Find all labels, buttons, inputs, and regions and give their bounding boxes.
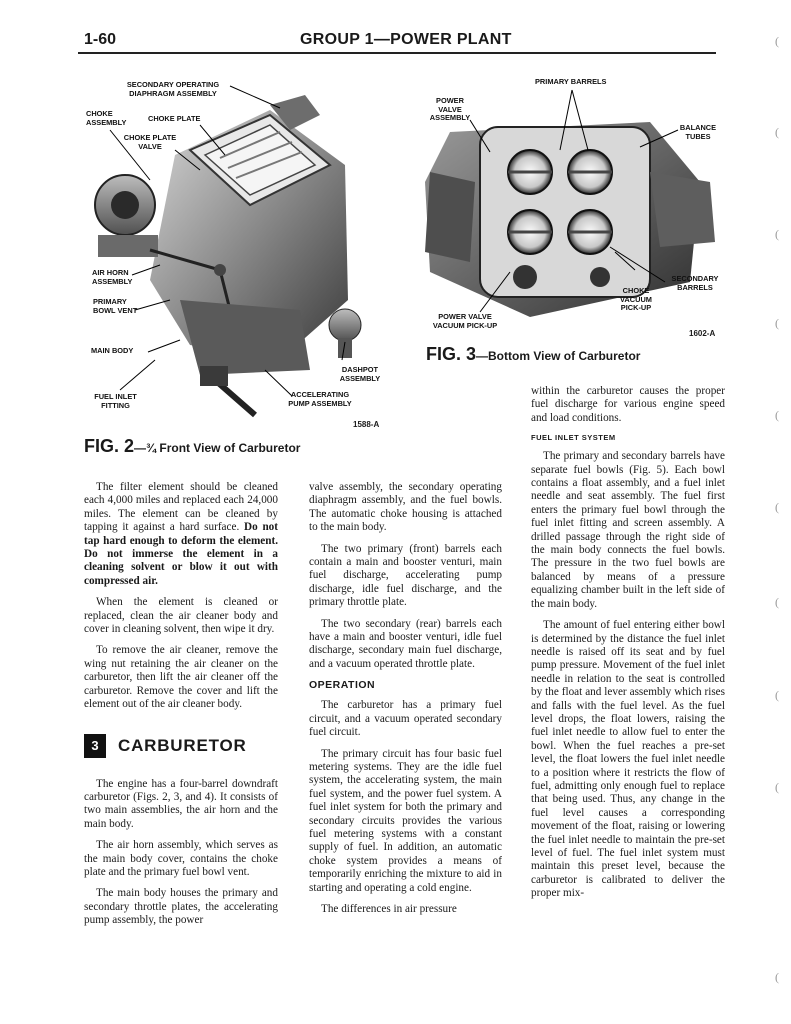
- subheading-operation: OPERATION: [309, 679, 376, 692]
- margin-mark: (: [775, 780, 779, 794]
- label-dashpot: DASHPOT ASSEMBLY: [339, 365, 381, 383]
- paragraph: The main body houses the primary and secondary throttle plates, the accelerating pump assembly, the power: [84, 887, 278, 927]
- label-fuel-inlet: FUEL INLET FITTING: [94, 392, 137, 410]
- label-power-valve-vacuum: POWER VALVE VACUUM PICK-UP: [432, 312, 498, 330]
- label-primary-barrels: PRIMARY BARRELS: [535, 77, 607, 86]
- label-secondary-barrels: SECONDARY BARRELS: [671, 274, 719, 292]
- text-column-3: [531, 385, 725, 909]
- header-rule: [78, 52, 716, 54]
- margin-mark: (: [775, 688, 779, 702]
- margin-mark: (: [775, 316, 779, 330]
- margin-mark: (: [775, 227, 779, 241]
- margin-mark: (: [775, 500, 779, 514]
- label-accelerating-pump: ACCELERATING PUMP ASSEMBLY: [288, 390, 352, 408]
- paragraph: The amount of fuel entering either bowl is determined by the distance the fuel inlet needle is raised off its seat and by fuel pump pressure. Movement of the fuel inlet needle in relation to the seat is controlled by the float and lever assembly which rises and falls with the fuel level. As the fuel level drops, the float lowers, raising the fuel inlet needle to allow fuel to enter the bowl. When the fuel reaches a pre-set level, the float lowers the fuel inlet needle to a position where it restricts the flow of fuel, admitting only enough fuel to replace that being used. Thus, any change in the fuel level causes a corresponding movement of the float, raising or lowering the fuel inlet needle to maintain the pre-set level of fuel. The fuel inlet system must maintain this preset level, because the carburetor is calibrated to deliver the proper mix-: [531, 619, 725, 900]
- fig2-caption-number: FIG. 2: [84, 436, 135, 456]
- fig2-id: 1588-A: [353, 420, 380, 429]
- paragraph: valve assembly, the secondary operating diaphragm assembly, and the fuel bowls. The automatic choke housing is attached to the main body.: [309, 481, 502, 534]
- paragraph: The primary and secondary barrels have separate fuel bowls (Fig. 5). Each bowl contains a float assembly, and a fuel inlet needle and seat assembly. The fuel first enters the primary fuel bowl through the fuel inlet fitting and screen assembly. A drilled passage through the right side of the main body connects the fuel bowls. The pressure in the two fuel bowls are balanced by means of a pressure equalizing chamber built in the left side of the main body.: [531, 450, 725, 610]
- margin-mark: (: [775, 595, 779, 609]
- fig3-caption-text: —Bottom View of Carburetor: [476, 349, 641, 363]
- fig2-caption-text: —¾ Front View of Carburetor: [134, 441, 301, 455]
- label-choke-plate-valve: CHOKE PLATE VALVE: [123, 133, 177, 151]
- paragraph-bold-text: Do not tap hard enough to deform the element. Do not immerse the element in a cleaning solvent or blow it out with compressed air.: [84, 521, 278, 587]
- section-title: CARBURETOR: [118, 735, 247, 755]
- fig3-caption-number: FIG. 3: [426, 344, 477, 364]
- label-choke-assembly: CHOKE ASSEMBLY: [86, 109, 127, 127]
- margin-mark: (: [775, 34, 779, 48]
- label-choke-vacuum: CHOKE VACUUM PICK-UP: [620, 286, 652, 312]
- paragraph-text: The filter element should be cleaned each 4,000 miles and replaced each 24,000 miles. The element can be cleaned by tapping it against a hard surface.: [84, 481, 278, 534]
- margin-mark: (: [775, 125, 779, 139]
- label-secondary-diaphragm: SECONDARY OPERATING DIAPHRAGM ASSEMBLY: [126, 80, 220, 98]
- label-primary-bowl-vent: PRIMARY BOWL VENT: [93, 297, 138, 315]
- label-choke-plate: CHOKE PLATE: [148, 114, 201, 123]
- paragraph: The engine has a four-barrel downdraft carburetor (Figs. 2, 3, and 4). It consists of two main assemblies, the air horn and the main body.: [84, 777, 278, 830]
- text-column-1: [84, 481, 278, 936]
- paragraph: The primary circuit has four basic fuel metering systems. They are the idle fuel system, the accelerating system, the main fuel system, and the power fuel system. A fuel inlet system for both the primary and secondary circuits provides the various fuel metering systems with a constant supply of fuel. In addition, an automatic choke system provides a means of temporarily enriching the mixture to aid in starting and operating a cold engine.: [309, 747, 502, 894]
- label-balance-tubes: BALANCE TUBES: [679, 123, 717, 141]
- paragraph: The two secondary (rear) barrels each have a main and booster venturi, idle fuel discharge, secondary main fuel discharge, and a vacuum operated throttle plate.: [309, 617, 502, 670]
- margin-mark: (: [775, 408, 779, 422]
- paragraph: The differences in air pressure: [321, 902, 457, 915]
- fig2-caption: [84, 436, 300, 457]
- paragraph: The carburetor has a primary fuel circuit, and a vacuum operated secondary fuel circuit.: [309, 699, 502, 739]
- label-main-body: MAIN BODY: [91, 346, 134, 355]
- margin-mark: (: [775, 970, 779, 984]
- paragraph: The air horn assembly, which serves as the main body cover, contains the choke plate and the primary fuel bowl vent.: [84, 839, 278, 878]
- page-number: 1-60: [84, 31, 117, 48]
- label-air-horn: AIR HORN ASSEMBLY: [92, 268, 133, 286]
- fig3-caption: [426, 344, 640, 365]
- paragraph: The two primary (front) barrels each contain a main and booster venturi, main fuel discharge, accelerating pump discharge, idle fuel discharge, and the primary throttle plate.: [309, 542, 502, 609]
- page-header-title: GROUP 1—POWER PLANT: [300, 31, 512, 48]
- paragraph: within the carburetor causes the proper fuel discharge for various engine speed and load conditions.: [531, 385, 725, 424]
- section-number-badge: 3: [84, 734, 106, 758]
- label-power-valve-assembly: POWER VALVE ASSEMBLY: [429, 96, 471, 122]
- paragraph: To remove the air cleaner, remove the wing nut retaining the air cleaner on the carburetor, then lift the air cleaner off the carburetor. Remove the cover and lift the element out of the air cleaner body.: [84, 644, 278, 711]
- paragraph: [84, 481, 278, 588]
- section-heading: [84, 734, 278, 758]
- subheading-fuel-inlet-system: FUEL INLET SYSTEM: [531, 433, 616, 443]
- fig3-id: 1602-A: [689, 329, 716, 338]
- text-column-2: [309, 481, 502, 924]
- paragraph: When the element is cleaned or replaced, clean the air cleaner body and cover in cleaning solvent, then wipe it dry.: [84, 596, 278, 636]
